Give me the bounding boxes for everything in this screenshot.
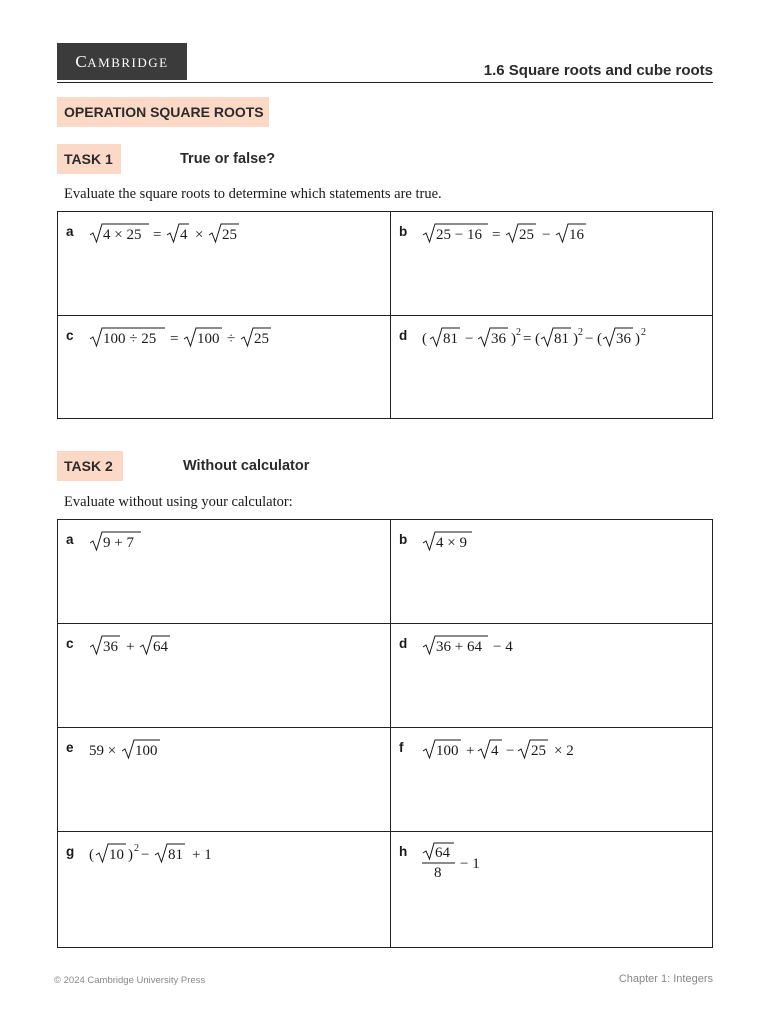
footer-chapter: Chapter 1: Integers xyxy=(618,973,713,985)
svg-text:16: 16 xyxy=(569,227,584,243)
item-letter: b xyxy=(399,532,408,547)
svg-text:10: 10 xyxy=(109,847,124,863)
task1-instruction: Evaluate the square roots to determine which statements are true. xyxy=(64,186,442,202)
svg-text:2: 2 xyxy=(134,843,139,854)
math-expression xyxy=(89,325,289,351)
svg-text:100: 100 xyxy=(197,331,220,347)
item-letter: d xyxy=(399,636,408,651)
svg-text:): ) xyxy=(573,331,578,347)
task2-item-b xyxy=(391,520,712,624)
svg-text:81: 81 xyxy=(443,331,458,347)
task1-item-a xyxy=(58,212,391,316)
svg-text:36: 36 xyxy=(616,331,631,347)
task1-item-d xyxy=(391,316,712,418)
svg-text:8: 8 xyxy=(434,865,442,881)
svg-text:4 × 9: 4 × 9 xyxy=(436,535,467,551)
math-expression xyxy=(89,737,199,763)
svg-text:81: 81 xyxy=(168,847,183,863)
svg-text:100: 100 xyxy=(135,743,158,759)
svg-text:4 × 25: 4 × 25 xyxy=(103,227,142,243)
svg-text:−: − xyxy=(542,227,551,243)
item-letter: c xyxy=(66,328,74,343)
svg-text:=: = xyxy=(523,331,532,347)
item-letter: g xyxy=(66,844,75,859)
math-expression xyxy=(89,529,169,555)
svg-text:(: ( xyxy=(597,331,602,347)
task2-title: Without calculator xyxy=(183,458,310,474)
svg-text:81: 81 xyxy=(554,331,569,347)
svg-text:×: × xyxy=(195,227,204,243)
svg-text:2: 2 xyxy=(516,327,521,338)
svg-text:+: + xyxy=(466,743,475,759)
svg-text:2: 2 xyxy=(578,327,583,338)
svg-text:(: ( xyxy=(89,847,94,863)
item-letter: d xyxy=(399,328,408,343)
svg-text:100 ÷ 25: 100 ÷ 25 xyxy=(103,331,157,347)
svg-text:=: = xyxy=(153,227,162,243)
svg-text:25: 25 xyxy=(531,743,546,759)
task1-grid xyxy=(57,211,713,419)
header-divider xyxy=(57,82,713,83)
svg-text:(: ( xyxy=(422,331,427,347)
math-expression xyxy=(422,633,552,659)
svg-text:59 ×: 59 × xyxy=(89,743,117,759)
item-letter: c xyxy=(66,636,74,651)
svg-text:9 + 7: 9 + 7 xyxy=(103,535,134,551)
task1-item-c xyxy=(58,316,391,418)
svg-text:+ 1: + 1 xyxy=(192,847,212,863)
svg-text:25 − 16: 25 − 16 xyxy=(436,227,482,243)
item-letter: e xyxy=(66,740,74,755)
item-letter: h xyxy=(399,844,408,859)
svg-text:64: 64 xyxy=(435,845,450,861)
math-expression xyxy=(422,841,512,881)
math-expression xyxy=(89,221,259,247)
footer-copyright: © 2024 Cambridge University Press xyxy=(54,975,206,986)
logo-text: CAMBRIDGE xyxy=(75,51,169,71)
math-expression xyxy=(422,529,502,555)
svg-text:36: 36 xyxy=(491,331,506,347)
task2-item-d xyxy=(391,624,712,728)
item-letter: f xyxy=(399,740,404,755)
task1-item-b xyxy=(391,212,712,316)
task2-item-e xyxy=(58,728,391,832)
svg-text:(: ( xyxy=(535,331,540,347)
svg-text:−: − xyxy=(465,331,474,347)
task1-title: True or false? xyxy=(180,151,276,167)
svg-text:+: + xyxy=(126,639,135,655)
task2-item-c xyxy=(58,624,391,728)
cambridge-logo xyxy=(57,43,187,80)
page-header-title: 1.6 Square roots and cube roots xyxy=(483,62,713,79)
task1-tag: TASK 1 xyxy=(57,144,121,174)
svg-text:): ) xyxy=(635,331,640,347)
svg-text:÷: ÷ xyxy=(227,331,236,347)
svg-text:25: 25 xyxy=(222,227,237,243)
svg-text:64: 64 xyxy=(153,639,168,655)
svg-text:): ) xyxy=(128,847,133,863)
item-letter: a xyxy=(66,224,74,239)
svg-text:100: 100 xyxy=(436,743,459,759)
svg-text:4: 4 xyxy=(491,743,499,759)
svg-text:4: 4 xyxy=(180,227,188,243)
svg-text:× 2: × 2 xyxy=(554,743,574,759)
svg-text:36: 36 xyxy=(103,639,118,655)
svg-text:−: − xyxy=(141,847,150,863)
task2-item-a xyxy=(58,520,391,624)
svg-text:): ) xyxy=(511,331,516,347)
svg-text:− 4: − 4 xyxy=(493,639,513,655)
svg-text:− 1: − 1 xyxy=(460,856,480,872)
task2-item-g xyxy=(58,832,391,947)
task2-item-f xyxy=(391,728,712,832)
svg-text:=: = xyxy=(170,331,179,347)
section-label: OPERATION SQUARE ROOTS xyxy=(57,97,269,127)
task2-tag: TASK 2 xyxy=(57,451,123,481)
task2-grid xyxy=(57,519,713,948)
svg-text:2: 2 xyxy=(641,327,646,338)
task2-item-h xyxy=(391,832,712,947)
math-expression xyxy=(89,841,229,867)
svg-text:=: = xyxy=(492,227,501,243)
math-expression xyxy=(89,633,199,659)
svg-text:−: − xyxy=(585,331,594,347)
task2-instruction: Evaluate without using your calculator: xyxy=(64,494,293,510)
math-expression xyxy=(422,221,602,247)
svg-text:25: 25 xyxy=(519,227,534,243)
svg-text:25: 25 xyxy=(254,331,269,347)
svg-text:−: − xyxy=(506,743,515,759)
item-letter: a xyxy=(66,532,74,547)
item-letter: b xyxy=(399,224,408,239)
math-expression xyxy=(422,737,602,763)
svg-text:36 + 64: 36 + 64 xyxy=(436,639,482,655)
math-expression xyxy=(422,325,662,351)
